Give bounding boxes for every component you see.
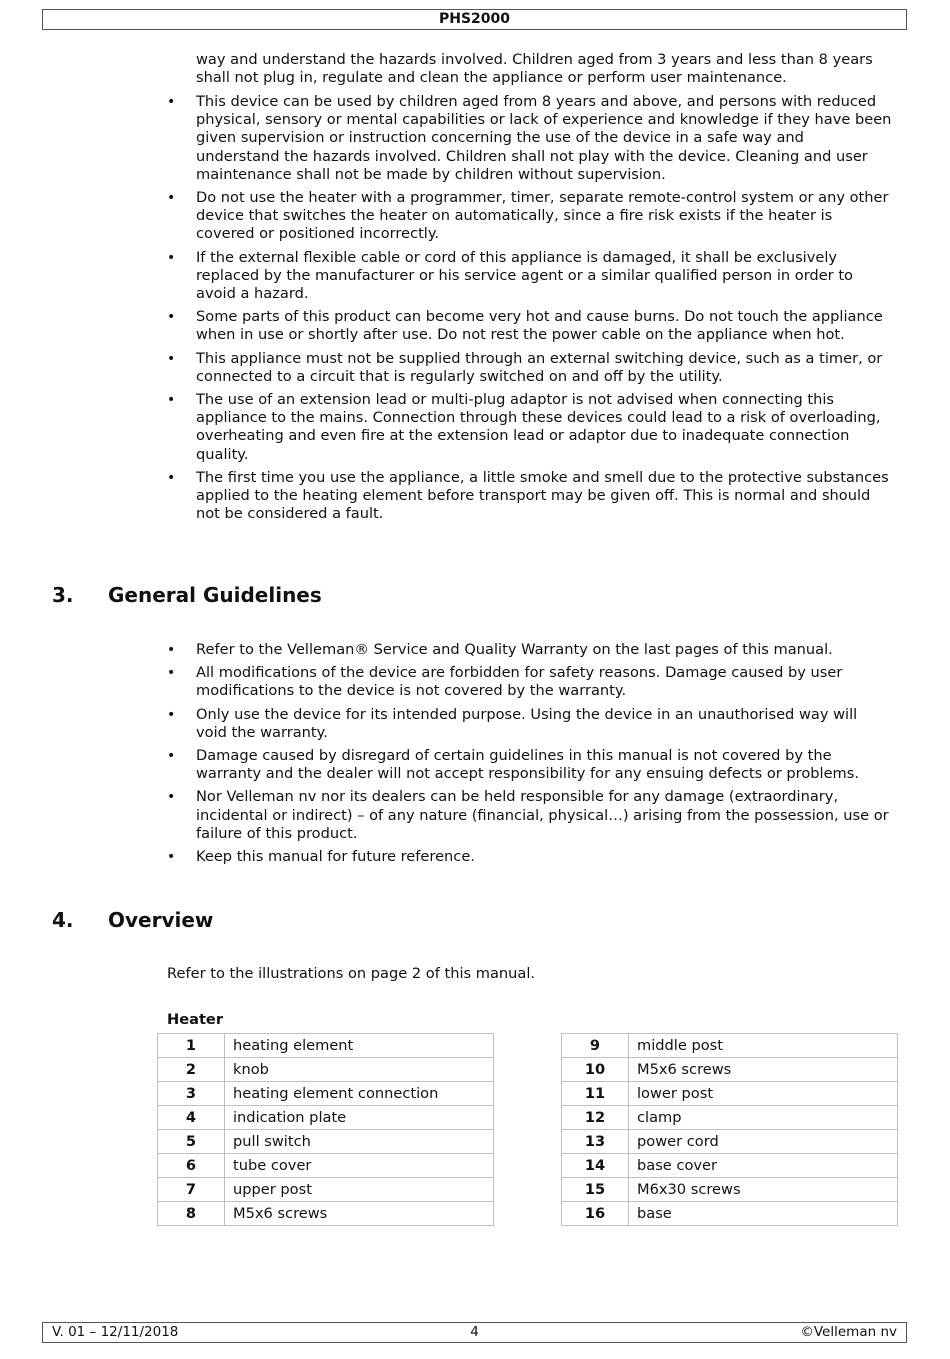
part-label: power cord xyxy=(629,1130,898,1154)
table-row xyxy=(562,1178,898,1202)
guidelines-bullet-list xyxy=(0,641,950,871)
bullet-icon: • xyxy=(167,665,176,682)
part-number: 16 xyxy=(562,1202,629,1226)
bullet-icon: • xyxy=(167,706,176,723)
heater-subheading: Heater xyxy=(167,1011,224,1028)
part-label: base xyxy=(629,1202,898,1226)
table-row xyxy=(158,1058,494,1082)
section-title: General Guidelines xyxy=(108,583,322,607)
list-item: • Nor Velleman nv nor its dealers can be held responsible for any damage (extraordinary, incidental or indirect) – of any nature (financial, physical…) arising from the possession, use or failure of this product. xyxy=(167,788,889,842)
part-label: heating element connection xyxy=(225,1082,494,1106)
table-row xyxy=(158,1082,494,1106)
section-number: 4. xyxy=(52,908,74,932)
table-row xyxy=(562,1058,898,1082)
part-number: 4 xyxy=(158,1106,225,1130)
header-model: PHS2000 xyxy=(438,11,511,27)
table-row xyxy=(158,1178,494,1202)
part-number: 5 xyxy=(158,1130,225,1154)
table-row xyxy=(158,1130,494,1154)
part-number: 14 xyxy=(562,1154,629,1178)
bullet-icon: • xyxy=(167,469,176,486)
bullet-icon: • xyxy=(167,392,176,409)
part-number: 6 xyxy=(158,1154,225,1178)
list-item: • Do not use the heater with a programmer, timer, separate remote-control system or any other device that switches the heater on automatically, since a fire risk exists if the heater is covered or positioned incorrectly. xyxy=(167,189,889,243)
part-number: 7 xyxy=(158,1178,225,1202)
part-label: base cover xyxy=(629,1154,898,1178)
overview-intro: Refer to the illustrations on page 2 of this manual. xyxy=(167,965,536,982)
table-row xyxy=(158,1154,494,1178)
part-label: middle post xyxy=(629,1034,898,1058)
part-number: 10 xyxy=(562,1058,629,1082)
part-label: heating element xyxy=(225,1034,494,1058)
bullet-icon: • xyxy=(167,748,176,765)
part-label: lower post xyxy=(629,1082,898,1106)
part-label: M6x30 screws xyxy=(629,1178,898,1202)
table-row xyxy=(562,1082,898,1106)
table-row xyxy=(562,1130,898,1154)
table-row xyxy=(158,1034,494,1058)
table-row xyxy=(158,1106,494,1130)
bullet-icon: • xyxy=(167,350,176,367)
part-label: knob xyxy=(225,1058,494,1082)
bullet-icon: • xyxy=(167,249,176,266)
page-header xyxy=(42,9,907,30)
table-row xyxy=(158,1202,494,1226)
safety-bullet-list xyxy=(0,93,950,528)
bullet-icon: • xyxy=(167,190,176,207)
page-number: 4 xyxy=(470,1324,479,1340)
part-number: 8 xyxy=(158,1202,225,1226)
list-item: • Damage caused by disregard of certain guidelines in this manual is not covered by the warranty and the dealer will not accept responsibility for any ensuing defects or problems. xyxy=(167,747,860,783)
list-item: • The use of an extension lead or multi-plug adaptor is not advised when connecting this appliance to the mains. Connection through these devices could lead to a risk of overloading, overheating and even fire at the extension lead or adaptor due to inadequate connection quality. xyxy=(167,391,881,463)
list-item: • Some parts of this product can become very hot and cause burns. Do not touch the appliance when in use or shortly after use. Do not rest the power cable on the appliance when hot. xyxy=(167,308,883,344)
list-item: • This device can be used by children aged from 8 years and above, and persons with reduced physical, sensory or mental capabilities or lack of experience and knowledge if they have been given supervision or instruction concerning the use of the device in a safe way and understand the hazards involved. Children shall not play with the device. Cleaning and user maintenance shall not be made by children without supervision. xyxy=(167,93,892,183)
list-item: • All modifications of the device are forbidden for safety reasons. Damage caused by user modifications to the device is not covered by the warranty. xyxy=(167,664,843,700)
list-item: • If the external flexible cable or cord of this appliance is damaged, it shall be exclusively replaced by the manufacturer or his service agent or a similar qualified person in order to avoid a hazard. xyxy=(167,248,853,303)
part-number: 12 xyxy=(562,1106,629,1130)
part-label: tube cover xyxy=(225,1154,494,1178)
list-item: • Keep this manual for future reference. xyxy=(167,848,475,866)
part-label: upper post xyxy=(225,1178,494,1202)
parts-table-left xyxy=(157,1033,494,1226)
part-label: M5x6 screws xyxy=(225,1202,494,1226)
part-number: 1 xyxy=(158,1034,225,1058)
bullet-icon: • xyxy=(167,94,176,110)
part-number: 13 xyxy=(562,1130,629,1154)
bullet-icon: • xyxy=(167,309,176,326)
section-number: 3. xyxy=(52,583,74,607)
part-label: M5x6 screws xyxy=(629,1058,898,1082)
bullet-icon: • xyxy=(167,789,176,806)
part-number: 9 xyxy=(562,1034,629,1058)
continuation-paragraph: way and understand the hazards involved. Children aged from 3 years and less than 8 years shall not plug in, regulate and clean the appliance or perform user maintenance. xyxy=(196,51,873,87)
page-footer xyxy=(42,1322,907,1343)
bullet-icon: • xyxy=(167,849,176,866)
table-row xyxy=(562,1202,898,1226)
part-label: clamp xyxy=(629,1106,898,1130)
list-item: • Only use the device for its intended purpose. Using the device in an unauthorised way will void the warranty. xyxy=(167,705,858,741)
bullet-icon: • xyxy=(167,642,176,658)
table-row xyxy=(562,1154,898,1178)
part-number: 2 xyxy=(158,1058,225,1082)
section-title: Overview xyxy=(108,908,214,932)
table-row xyxy=(562,1034,898,1058)
part-label: pull switch xyxy=(225,1130,494,1154)
parts-table-right xyxy=(561,1033,898,1226)
part-number: 3 xyxy=(158,1082,225,1106)
part-number: 11 xyxy=(562,1082,629,1106)
footer-version: V. 01 – 12/11/2018 xyxy=(52,1324,179,1340)
list-item: • Refer to the Velleman® Service and Quality Warranty on the last pages of this manual. xyxy=(167,641,833,658)
footer-copyright: ©Velleman nv xyxy=(800,1324,897,1340)
table-row xyxy=(562,1106,898,1130)
list-item: • This appliance must not be supplied through an external switching device, such as a timer, or connected to a circuit that is regularly switched on and off by the utility. xyxy=(167,349,883,385)
part-label: indication plate xyxy=(225,1106,494,1130)
part-number: 15 xyxy=(562,1178,629,1202)
list-item: • The first time you use the appliance, a little smoke and smell due to the protective substances applied to the heating element before transport may be given off. This is normal and should not be considered a fault. xyxy=(167,468,889,523)
